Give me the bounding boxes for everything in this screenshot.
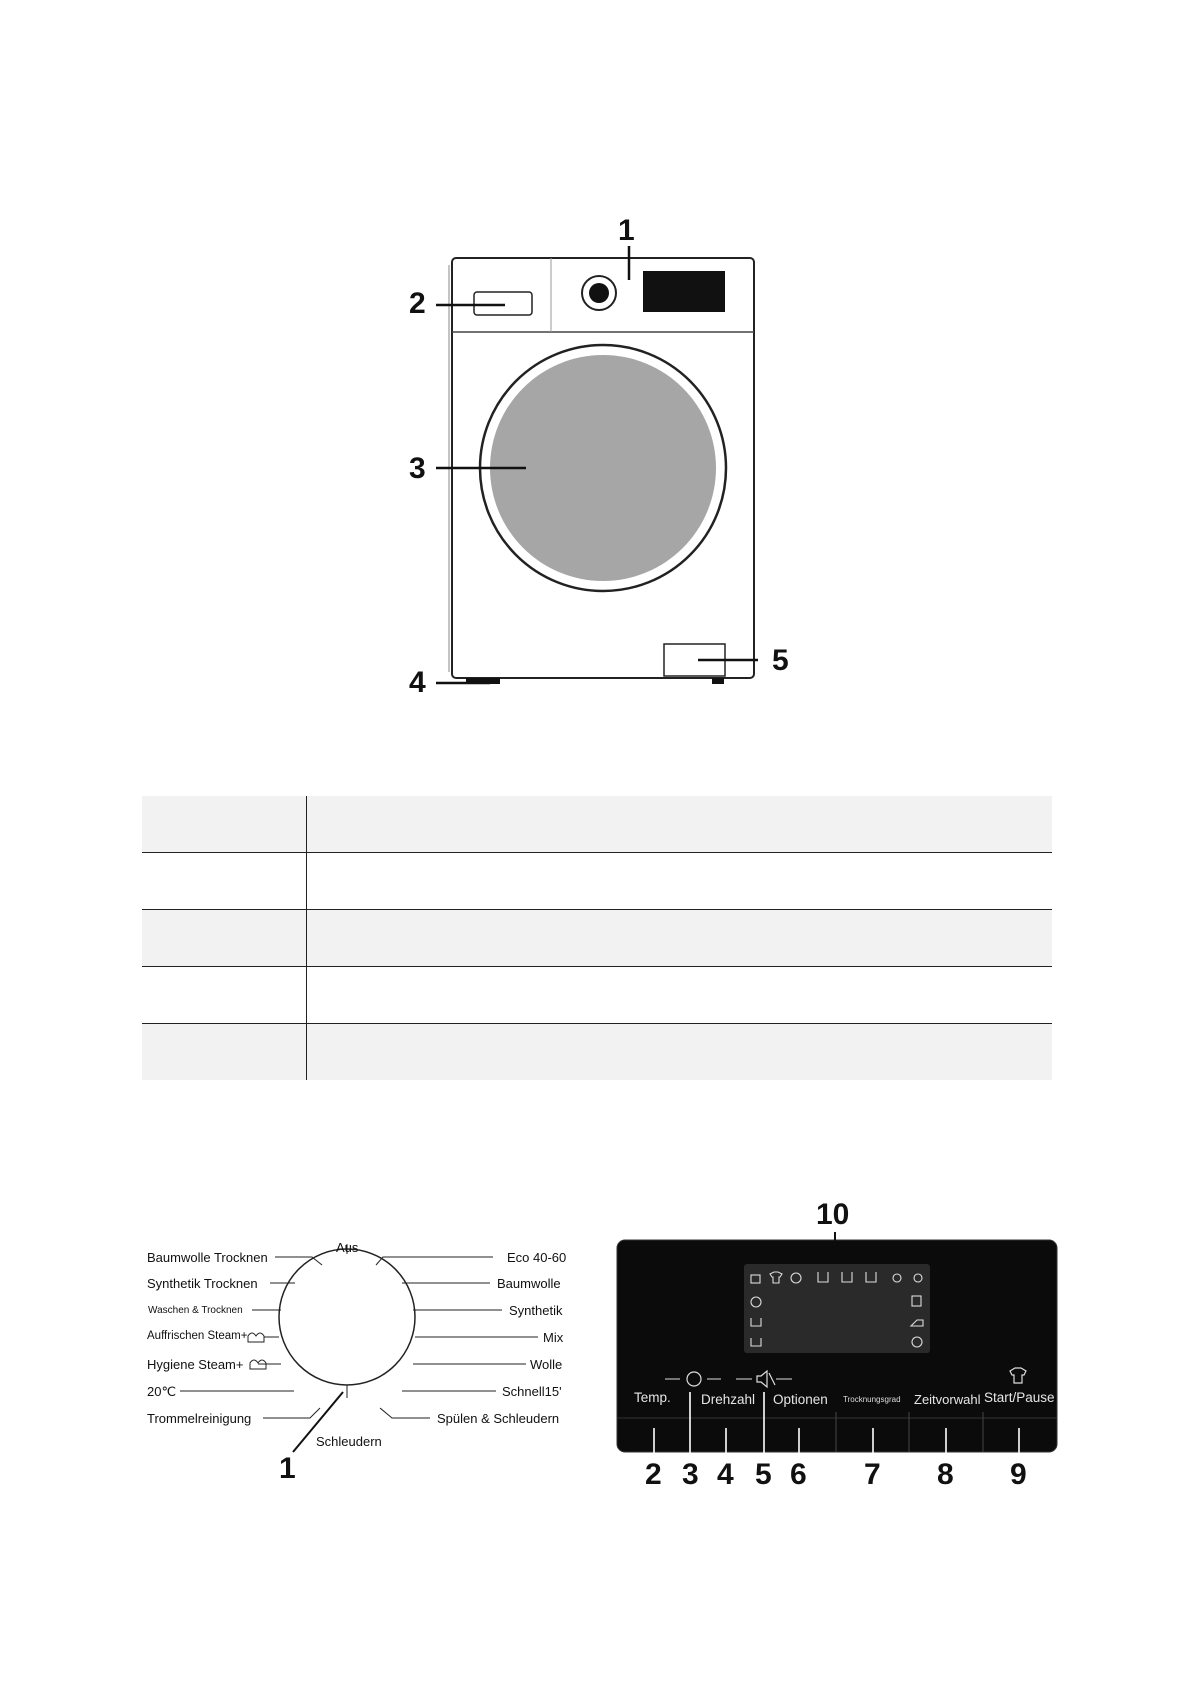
dial-label-left-1: Baumwolle Trocknen [147, 1250, 268, 1265]
washing-machine-illustration [0, 0, 1191, 720]
dial-label-right-7: Spülen & Schleudern [437, 1411, 560, 1426]
dial-label-right-2: Baumwolle [497, 1276, 561, 1291]
machine-callout-2: 2 [409, 287, 426, 320]
options-button[interactable]: Optionen [773, 1392, 828, 1407]
machine-callout-1: 1 [618, 214, 635, 247]
dial-label-left-6: 20℃ [147, 1384, 177, 1399]
dial-label-left-5: Hygiene Steam+ [147, 1357, 244, 1372]
dial-label-left-2: Synthetik Trocknen [147, 1276, 258, 1291]
panel-callout-7: 7 [864, 1458, 881, 1491]
temp-button[interactable]: Temp. [634, 1390, 671, 1405]
panel-callout-8: 8 [937, 1458, 954, 1491]
panel-callout-3: 3 [682, 1458, 699, 1491]
drying-level-button[interactable]: Trocknungsgrad [843, 1395, 901, 1404]
dial-callout-1: 1 [279, 1452, 296, 1485]
machine-callout-4: 4 [409, 666, 426, 699]
dial-label-left-3: Waschen & Trocknen [148, 1305, 243, 1316]
table-cell-description [307, 967, 1053, 1024]
table-cell-description [307, 796, 1053, 853]
table-row [142, 1024, 1052, 1081]
table-cell-number [142, 967, 307, 1024]
table-cell-number [142, 796, 307, 853]
panel-callout-5: 5 [755, 1458, 772, 1491]
table-row [142, 910, 1052, 967]
dial-label-right-3: Synthetik [509, 1303, 563, 1318]
table-cell-number [142, 853, 307, 910]
panel-callout-4: 4 [717, 1458, 734, 1491]
dial-label-right-6: Schnell15' [502, 1384, 562, 1399]
machine-callout-3: 3 [409, 452, 426, 485]
machine-callout-5: 5 [772, 644, 789, 677]
panel-callout-6: 6 [790, 1458, 807, 1491]
dial-label-right-1: Eco 40-60 [507, 1250, 567, 1265]
control-panel [0, 1230, 1191, 1460]
time-display: 03:20 [770, 525, 983, 599]
dial-label-bottom: Schleudern [316, 1434, 382, 1449]
panel-callout-9: 9 [1010, 1458, 1027, 1491]
dial-label-top: Aus [336, 1240, 359, 1255]
table-row [142, 967, 1052, 1024]
table-row [142, 796, 1052, 853]
dial-label-left-4: Auffrischen Steam+ [147, 1330, 248, 1342]
panel-callout-10: 10 [816, 1198, 850, 1231]
table-cell-description [307, 910, 1053, 967]
component-table [142, 796, 1052, 1080]
dial-label-left-7: Trommelreinigung [147, 1411, 252, 1426]
delay-timer-button[interactable]: Zeitvorwahl [914, 1392, 981, 1407]
table-cell-number [142, 910, 307, 967]
table-cell-description [307, 1024, 1053, 1081]
detergent-drawer [474, 292, 532, 315]
table-cell-description [307, 853, 1053, 910]
dial-label-right-5: Wolle [530, 1357, 563, 1372]
start-pause-button[interactable]: Start/Pause [984, 1390, 1055, 1405]
panel-callout-2: 2 [645, 1458, 662, 1491]
table-row [142, 853, 1052, 910]
spin-speed-button[interactable]: Drehzahl [701, 1392, 756, 1407]
machine-display [643, 271, 725, 312]
table-cell-number [142, 1024, 307, 1081]
dial-label-right-4: Mix [543, 1330, 564, 1345]
